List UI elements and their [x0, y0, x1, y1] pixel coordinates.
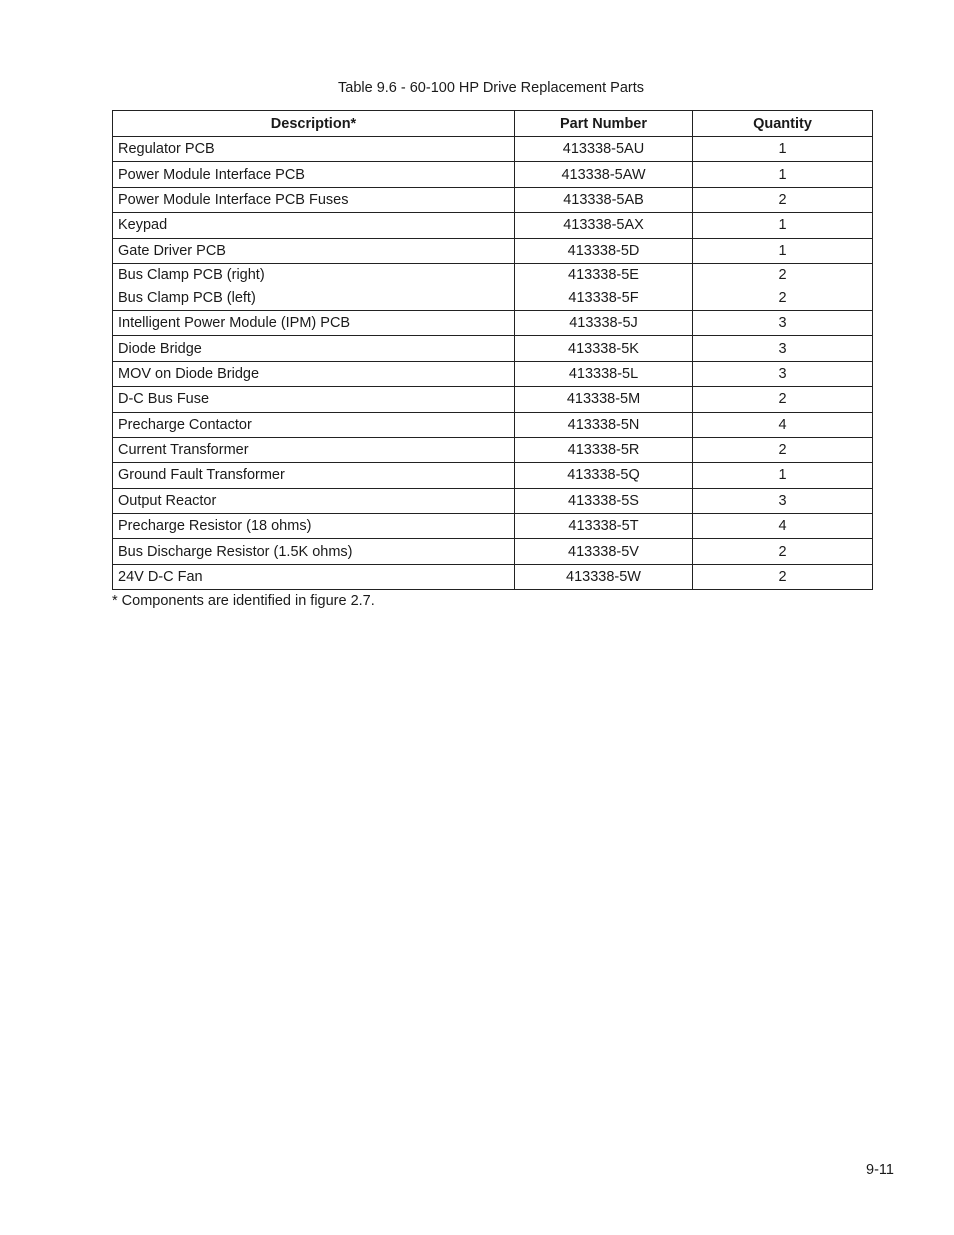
quantity-cell-text: 2 [778, 289, 787, 306]
description-cell-text: Diode Bridge [118, 340, 202, 357]
part-number-cell [515, 514, 693, 539]
part-number-cell [515, 213, 693, 238]
part-number-cell [515, 336, 693, 361]
footnote: * Components are identified in figure 2.7. [112, 593, 375, 609]
description-cell-text: Power Module Interface PCB Fuses [118, 191, 349, 208]
part-number-cell-text: 413338-5S [568, 492, 639, 509]
part-number-cell-text: 413338-5L [568, 365, 639, 382]
table-row [113, 387, 873, 412]
quantity-cell-text: 3 [778, 492, 787, 509]
quantity-cell-text: 2 [778, 543, 787, 560]
part-number-cell [515, 238, 693, 263]
header-part-number: Part Number [515, 111, 693, 137]
part-number-cell-text: 413338-5AW [561, 166, 646, 183]
part-number-cell-text: 413338-5AU [562, 141, 645, 158]
table-row [113, 463, 873, 488]
quantity-cell-text: 4 [778, 518, 787, 535]
quantity-cell [693, 488, 873, 513]
description-cell-text: Precharge Resistor (18 ohms) [118, 518, 312, 535]
quantity-cell [693, 514, 873, 539]
part-number-cell [515, 137, 693, 162]
description-cell-text: Bus Clamp PCB (left) [118, 289, 256, 306]
description-cell [113, 488, 515, 513]
description-cell [113, 187, 515, 212]
part-number-cell-text: 413338-5Q [567, 467, 640, 484]
table-row [113, 412, 873, 437]
quantity-cell-text: 2 [778, 266, 787, 283]
quantity-cell-text: 1 [778, 467, 787, 484]
part-number-cell [515, 539, 693, 564]
description-cell-text: 24V D-C Fan [118, 569, 203, 586]
part-number-cell-text: 413338-5E [568, 266, 639, 283]
quantity-cell-text: 3 [778, 340, 787, 357]
part-number-cell-text: 413338-5V [568, 543, 639, 560]
quantity-cell [693, 539, 873, 564]
part-number-cell [515, 463, 693, 488]
quantity-cell-text: 2 [778, 391, 787, 408]
part-number-cell-text: 413338-5AX [563, 217, 644, 234]
part-number-cell [515, 387, 693, 412]
quantity-cell [693, 437, 873, 462]
description-cell-text: Keypad [118, 217, 168, 234]
quantity-cell [693, 463, 873, 488]
description-cell [113, 463, 515, 488]
part-number-cell [515, 162, 693, 187]
part-number-cell-text: 413338-5J [569, 315, 638, 332]
part-number-cell-text: 413338-5M [566, 391, 641, 408]
description-cell-text: Ground Fault Transformer [118, 467, 285, 484]
part-number-cell [515, 187, 693, 212]
description-cell-text: Precharge Contactor [118, 416, 252, 433]
description-cell [113, 437, 515, 462]
part-number-cell-text: 413338-5T [568, 518, 639, 535]
part-number-cell [515, 488, 693, 513]
quantity-cell [693, 213, 873, 238]
header-description: Description* [113, 111, 515, 137]
table-row [113, 238, 873, 263]
quantity-cell-text: 4 [778, 416, 787, 433]
quantity-cell [693, 187, 873, 212]
table-row [113, 564, 873, 589]
part-number-cell [515, 564, 693, 589]
table-caption: Table 9.6 - 60-100 HP Drive Replacement Parts [338, 80, 644, 96]
part-number-cell [515, 412, 693, 437]
part-number-cell-text: 413338-5W [566, 569, 641, 586]
quantity-cell [693, 564, 873, 589]
quantity-cell-text: 3 [778, 315, 787, 332]
quantity-cell [693, 137, 873, 162]
description-cell [113, 514, 515, 539]
table-row [113, 162, 873, 187]
part-number-cell [515, 437, 693, 462]
description-cell [113, 361, 515, 386]
quantity-cell-text: 2 [778, 191, 787, 208]
quantity-cell-text: 3 [778, 365, 787, 382]
quantity-cell [693, 310, 873, 335]
page-number: 9-11 [866, 1162, 894, 1178]
table-row [113, 310, 873, 335]
part-number-cell-text: 413338-5D [567, 242, 640, 259]
description-cell-text: Bus Clamp PCB (right) [118, 266, 265, 283]
part-number-cell-text: 413338-5N [567, 416, 640, 433]
description-cell-text: D-C Bus Fuse [118, 391, 210, 408]
description-cell-text: Output Reactor [118, 492, 217, 509]
description-cell-text: Regulator PCB [118, 141, 215, 158]
description-cell-text: Bus Discharge Resistor (1.5K ohms) [118, 543, 353, 560]
description-cell [113, 387, 515, 412]
quantity-cell [693, 387, 873, 412]
table-body [113, 137, 873, 590]
quantity-cell [693, 263, 873, 310]
description-cell-text: Power Module Interface PCB [118, 166, 305, 183]
description-cell [113, 213, 515, 238]
table-row [113, 437, 873, 462]
description-cell [113, 412, 515, 437]
description-cell-text: Current Transformer [118, 442, 249, 459]
description-cell [113, 310, 515, 335]
description-cell [113, 564, 515, 589]
table-row [113, 514, 873, 539]
description-cell [113, 336, 515, 361]
quantity-cell [693, 361, 873, 386]
part-number-cell [515, 361, 693, 386]
table-row [113, 187, 873, 212]
replacement-parts-table [112, 110, 873, 590]
table-row [113, 488, 873, 513]
description-cell [113, 539, 515, 564]
quantity-cell-text: 1 [778, 141, 787, 158]
quantity-cell [693, 238, 873, 263]
part-number-cell-text: 413338-5R [567, 442, 640, 459]
table-row [113, 263, 873, 310]
header-quantity: Quantity [693, 111, 873, 137]
table-row [113, 361, 873, 386]
table-row [113, 213, 873, 238]
description-cell-text: Intelligent Power Module (IPM) PCB [118, 315, 351, 332]
part-number-cell [515, 310, 693, 335]
table-row [113, 336, 873, 361]
quantity-cell [693, 162, 873, 187]
quantity-cell-text: 2 [778, 569, 787, 586]
table-row [113, 539, 873, 564]
part-number-cell-text: 413338-5F [568, 289, 639, 306]
table-row [113, 137, 873, 162]
table-header-row [113, 111, 873, 137]
quantity-cell [693, 336, 873, 361]
description-cell [113, 162, 515, 187]
description-cell [113, 238, 515, 263]
part-number-cell [515, 263, 693, 310]
part-number-cell-text: 413338-5AB [563, 191, 644, 208]
quantity-cell-text: 2 [778, 442, 787, 459]
quantity-cell-text: 1 [778, 242, 787, 259]
description-cell [113, 137, 515, 162]
quantity-cell-text: 1 [778, 166, 787, 183]
quantity-cell-text: 1 [778, 217, 787, 234]
description-cell-text: MOV on Diode Bridge [118, 365, 260, 382]
description-cell [113, 263, 515, 310]
part-number-cell-text: 413338-5K [568, 340, 639, 357]
quantity-cell [693, 412, 873, 437]
description-cell-text: Gate Driver PCB [118, 242, 226, 259]
